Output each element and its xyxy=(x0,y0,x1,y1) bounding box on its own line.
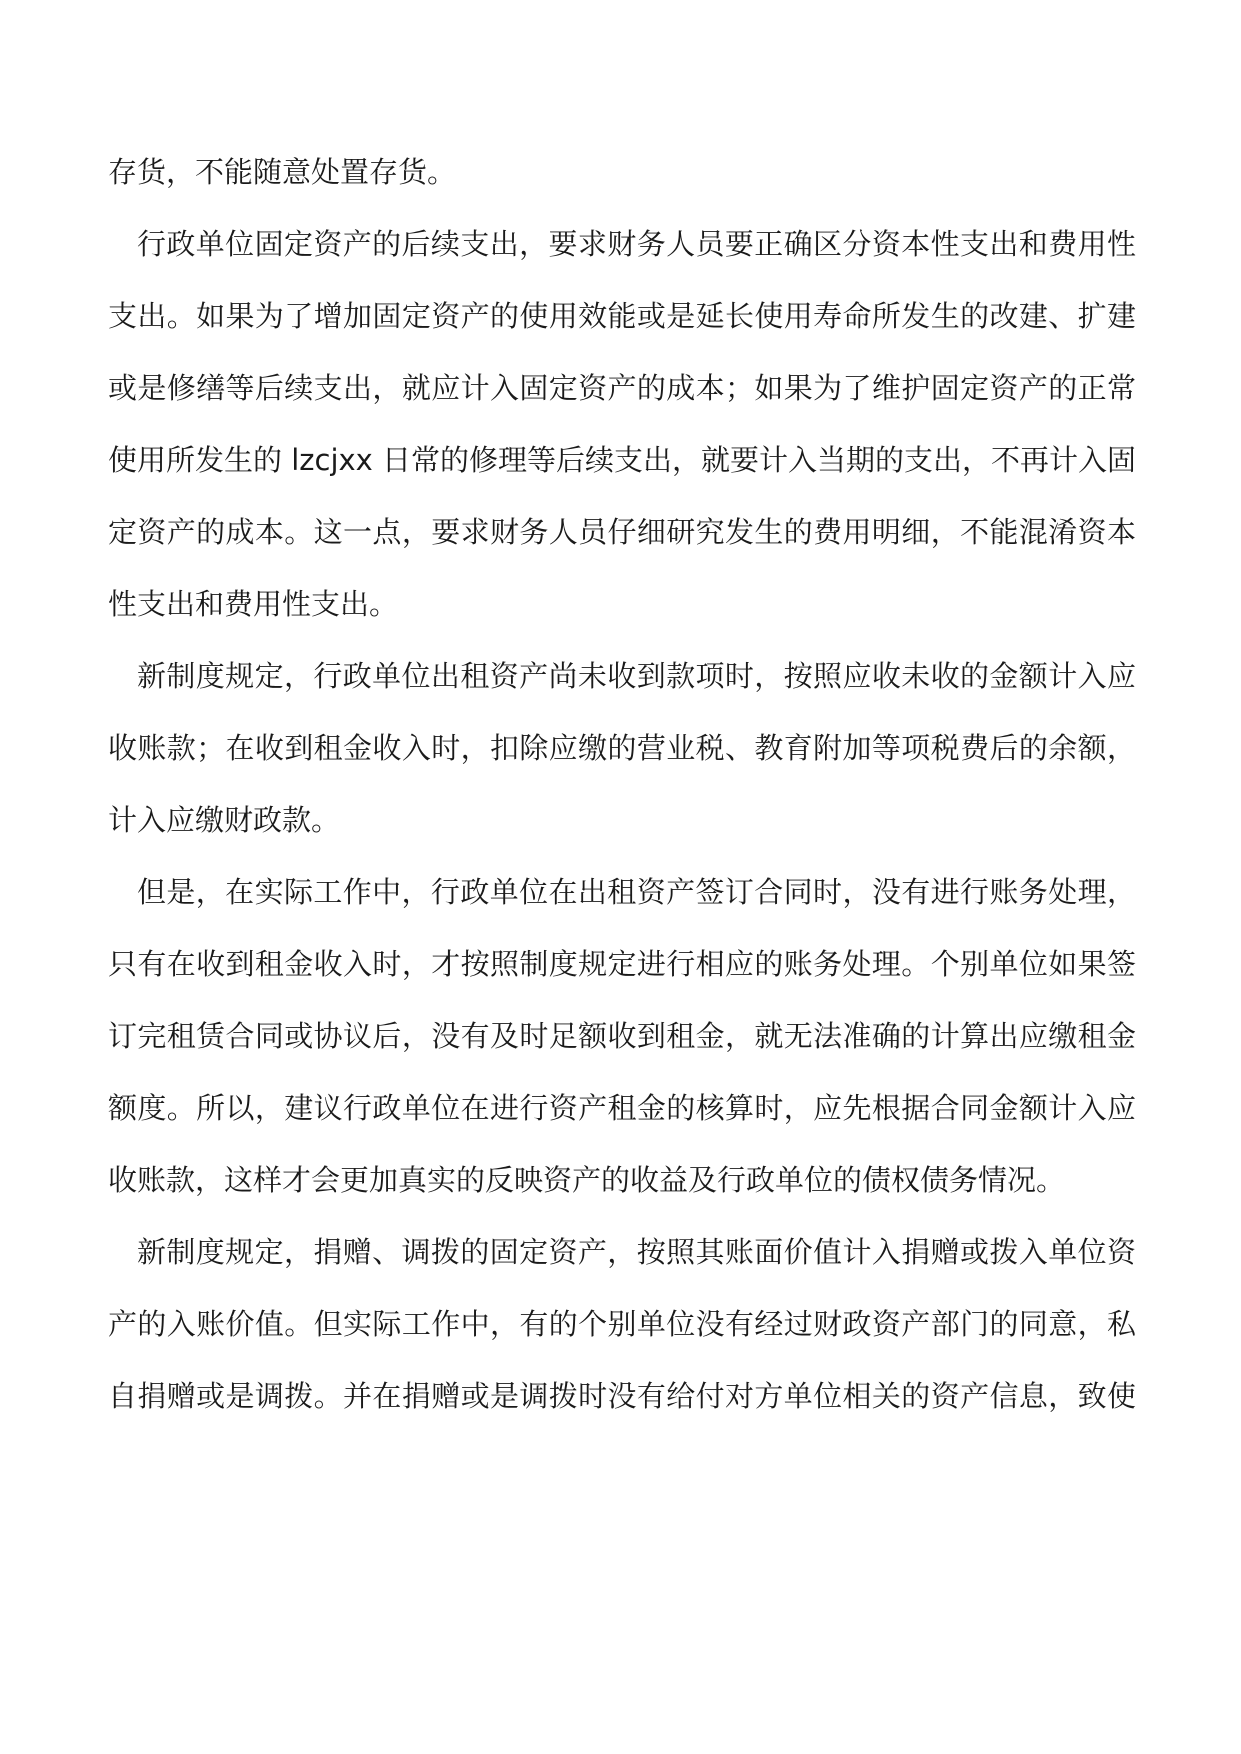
paragraph-start-line: 但是，在实际工作中，行政单位在出租资产签订合同时，没有进行账务处理， xyxy=(137,875,1136,909)
text-line: 性支出和费用性支出。 xyxy=(108,587,399,621)
text-line: 订完租赁合同或协议后，没有及时足额收到租金，就无法准确的计算出应缴租金 xyxy=(108,1019,1136,1053)
text-line: 收账款；在收到租金收入时，扣除应缴的营业税、教育附加等项税费后的余额， xyxy=(108,731,1136,765)
text-line: 只有在收到租金收入时，才按照制度规定进行相应的账务处理。个别单位如果签 xyxy=(108,947,1136,981)
text-line: 额度。所以，建议行政单位在进行资产租金的核算时，应先根据合同金额计入应 xyxy=(108,1091,1136,1125)
text-line: 或是修缮等后续支出，就应计入固定资产的成本；如果为了维护固定资产的正常 xyxy=(108,371,1136,405)
text-line: 收账款，这样才会更加真实的反映资产的收益及行政单位的债权债务情况。 xyxy=(108,1163,1066,1197)
text-line: 计入应缴财政款。 xyxy=(108,803,341,837)
text-line: 产的入账价值。但实际工作中，有的个别单位没有经过财政资产部门的同意，私 xyxy=(108,1307,1136,1341)
paragraph-start-line: 行政单位固定资产的后续支出，要求财务人员要正确区分资本性支出和费用性 xyxy=(137,227,1136,261)
text-line: 自捐赠或是调拨。并在捐赠或是调拨时没有给付对方单位相关的资产信息，致使 xyxy=(108,1379,1136,1413)
text-line: 支出。如果为了增加固定资产的使用效能或是延长使用寿命所发生的改建、扩建 xyxy=(108,299,1136,333)
paragraph-start-line: 新制度规定，行政单位出租资产尚未收到款项时，按照应收未收的金额计入应 xyxy=(137,659,1136,693)
text-line: 定资产的成本。这一点，要求财务人员仔细研究发生的费用明细，不能混淆资本 xyxy=(108,515,1136,549)
text-line: 使用所发生的 lzcjxx 日常的修理等后续支出，就要计入当期的支出，不再计入固 xyxy=(108,443,1137,477)
text-line: 存货，不能随意处置存货。 xyxy=(108,155,457,189)
paragraph-start-line: 新制度规定，捐赠、调拨的固定资产，按照其账面价值计入捐赠或拨入单位资 xyxy=(137,1235,1136,1269)
